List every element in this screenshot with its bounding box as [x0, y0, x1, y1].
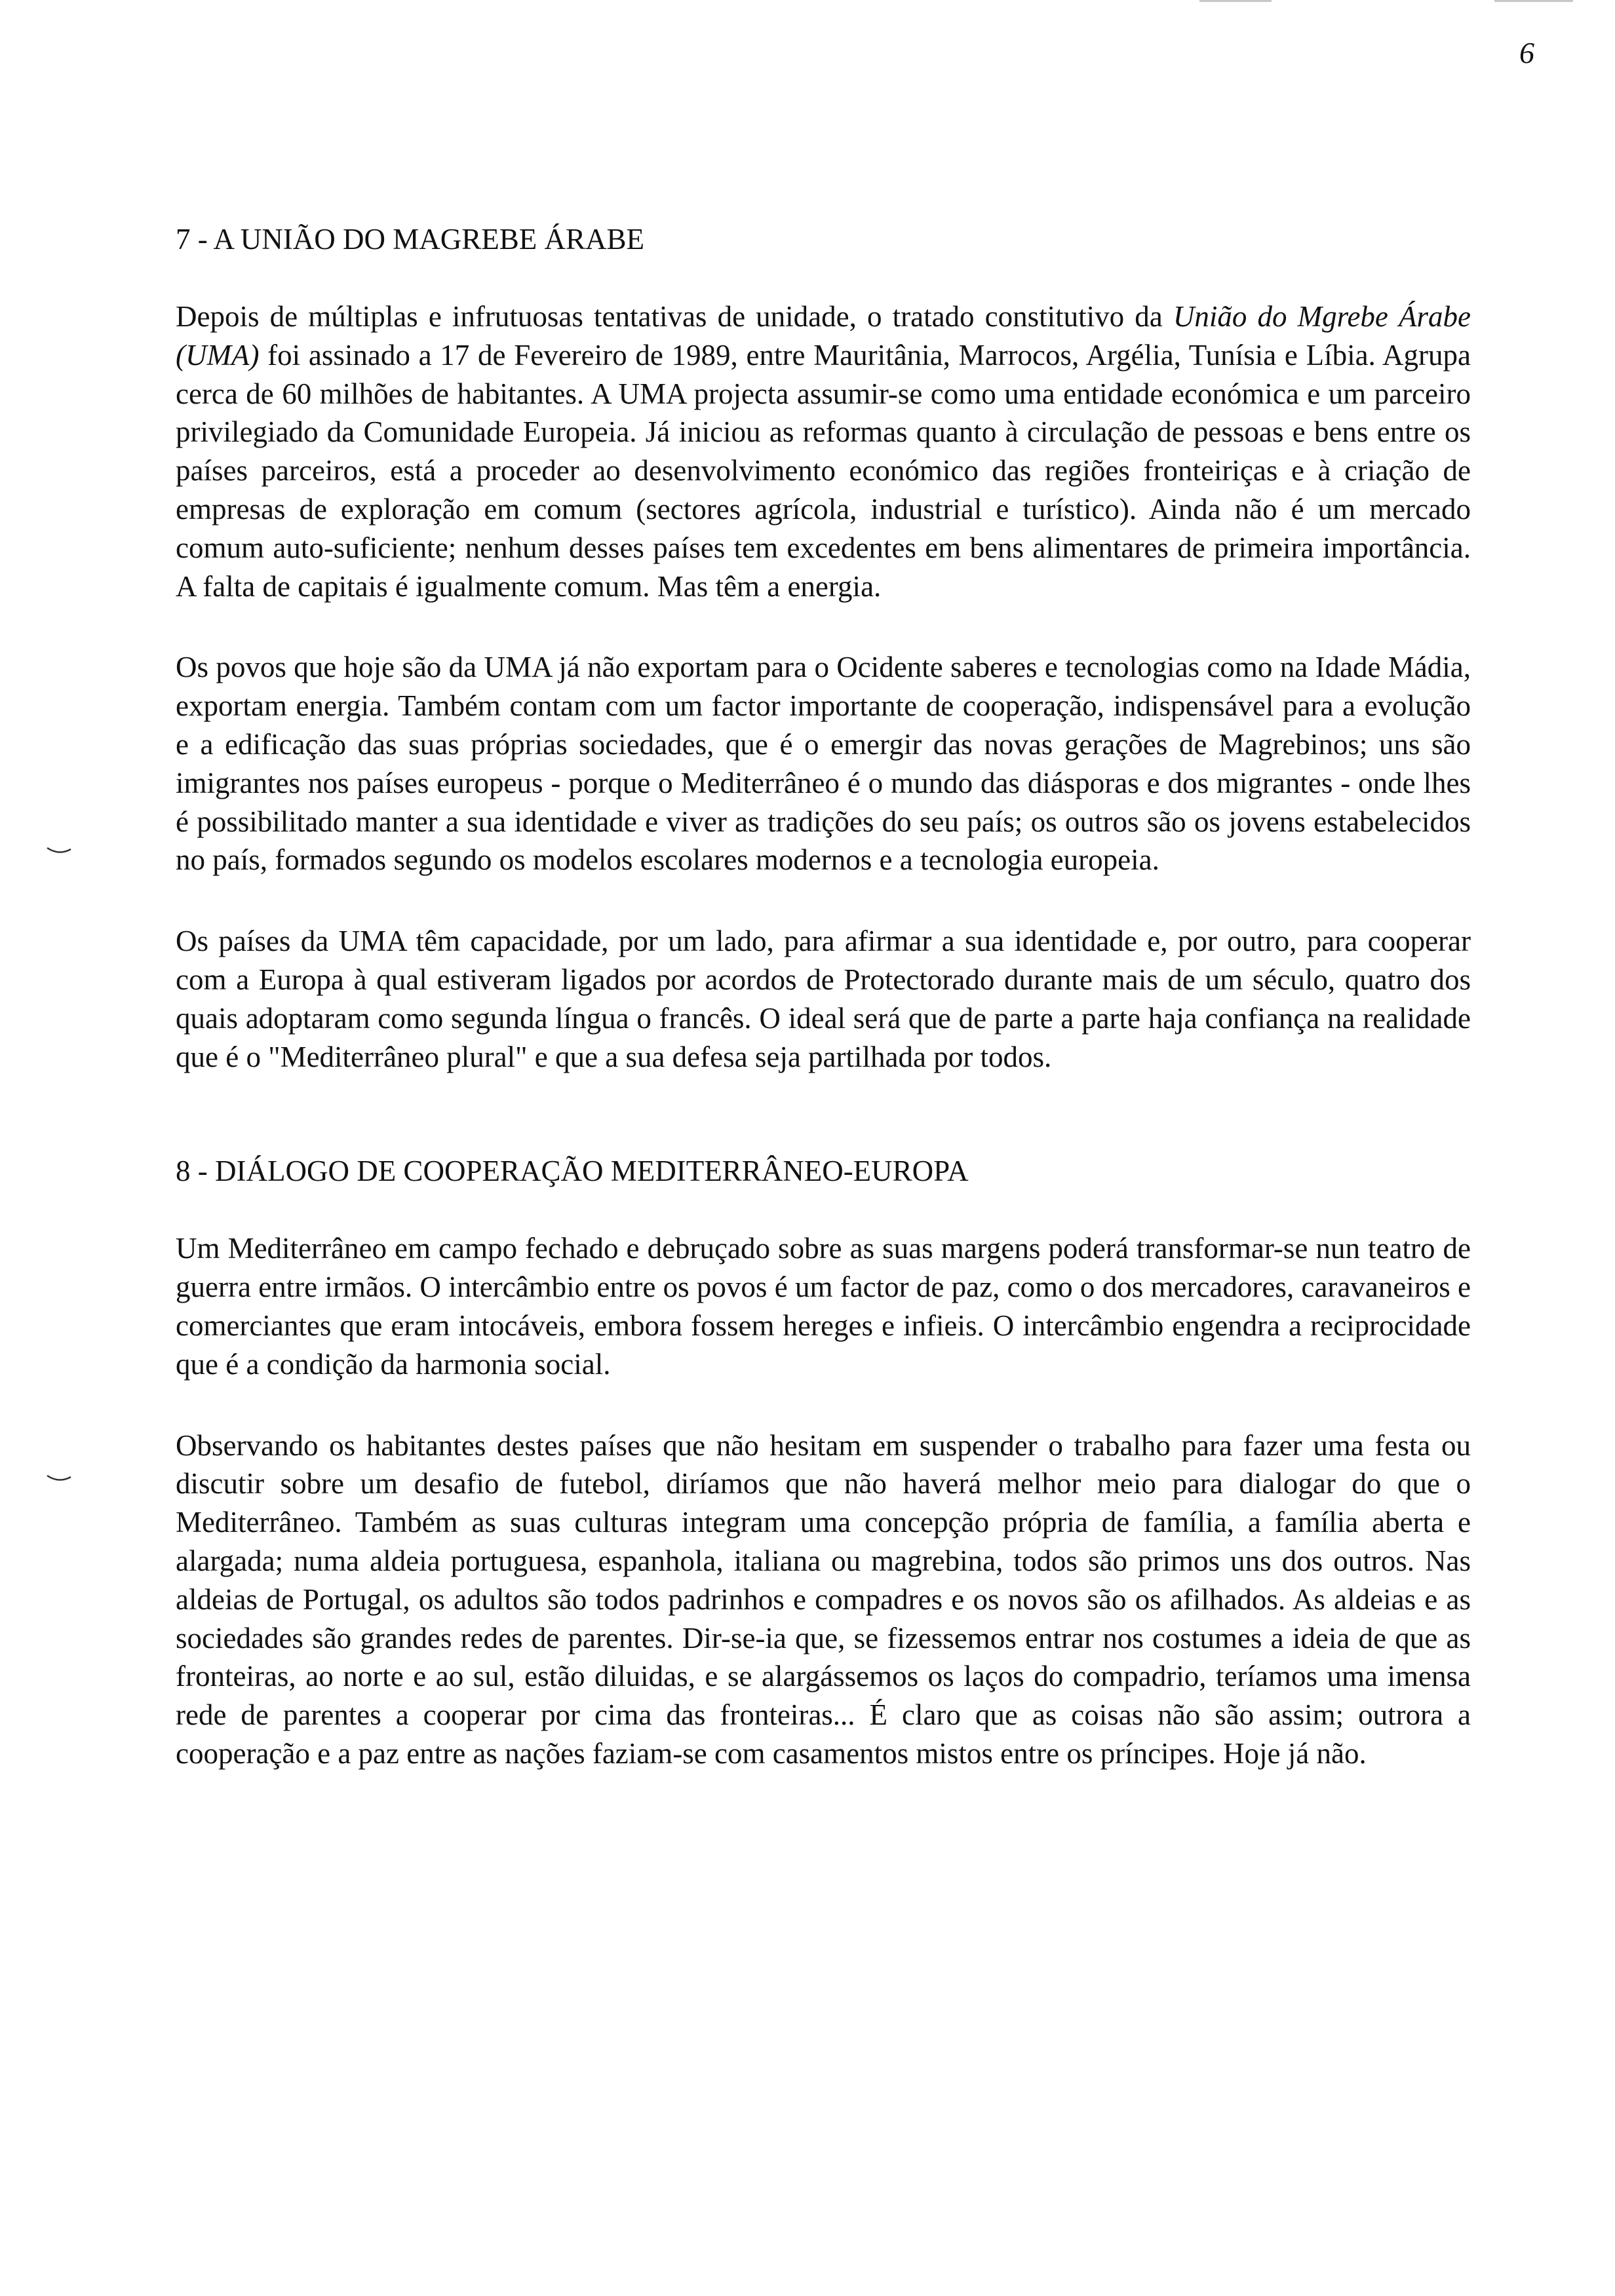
page-number: 6 — [1519, 36, 1534, 69]
treaty-name-italic: União do Mgrebe Árabe (UMA) — [176, 300, 1471, 372]
paragraph — [176, 297, 1471, 605]
scan-artifact-line — [1494, 0, 1573, 2]
paragraph: Observando os habitantes destes países que não hesitam em suspender o trabalho para fazer uma festa ou discutir sobre um desafio de futebol, diríamos que não haverá melhor meio para dialogar do que o Mediterrâneo. Também as suas culturas integram uma concepção própria de família, a família aberta e alargada; numa aldeia portuguesa, espanhola, italiana ou magrebina, todos são primos uns dos outros. Nas aldeias de Portugal, os adultos são todos padrinhos e compadres e os novos são os afilhados. As aldeias e as sociedades são grandes redes de parentes. Dir-se-ia que, se fizessemos entrar nos costumes a ideia de que as fronteiras, ao norte e ao sul, estão diluidas, e se alargássemos os laços do compadrio, teríamos uma imensa rede de parentes a cooperar por cima das fronteiras... É claro que as coisas não são assim; outrora a cooperação e a paz entre as nações faziam-se com casamentos mistos entre os príncipes. Hoje já não. — [176, 1428, 1471, 1770]
section-heading: 8 - DIÁLOGO DE COOPERAÇÃO MEDITERRÂNEO-EUROPA — [176, 1155, 969, 1188]
margin-binding-mark — [46, 845, 72, 857]
paragraph: Os povos que hoje são da UMA já não exportam para o Ocidente saberes e tecnologias como na Idade Mádia, exportam energia. Também contam com um factor importante de cooperação, indispensável para a evolução e a edificação das suas próprias sociedades, que é o emergir das novas gerações de Magrebinos; uns são imigrantes nos países europeus - porque o Mediterrâneo é o mundo das diásporas e dos migrantes - onde lhes é possibilitado manter a sua identidade e viver as tradições do seu país; os outros são os jovens estabelecidos no país, formados segundo os modelos escolares modernos e a tecnologia europeia. — [176, 651, 1471, 877]
paragraph: Um Mediterrâneo em campo fechado e debruçado sobre as suas margens poderá transformar-se nun teatro de guerra entre irmãos. O intercâmbio entre os povos é um factor de paz, como o dos mercadores, caravaneiros e comerciantes que eram intocáveis, embora fossem hereges e infieis. O intercâmbio engendra a reciprocidade que é a condição da harmonia social. — [176, 1232, 1471, 1381]
paragraph: Os países da UMA têm capacidade, por um lado, para afirmar a sua identidade e, por outro, para cooperar com a Europa à qual estiveram ligados por acordos de Protectorado durante mais de um século, quatro dos quais adoptaram como segunda língua o francês. O ideal será que de parte a parte haja confiança na realidade que é o "Mediterrâneo plural" e que a sua defesa seja partilhada por todos. — [176, 925, 1471, 1073]
document-body — [176, 221, 1471, 1816]
margin-binding-mark — [46, 1473, 72, 1485]
paragraph-text: Depois de múltiplas e infrutuosas tentativas de unidade, o tratado constitutivo da — [176, 300, 1173, 333]
paragraph-text: foi assinado a 17 de Fevereiro de 1989, entre Mauritânia, Marrocos, Argélia, Tunísia e Líbia. Agrupa cerca de 60 milhões de habitantes. A UMA projecta assumir-se como uma entidade económica e um parceiro privilegiado da Comunidade Europeia. Já iniciou as reformas quanto à circulação de pessoas e bens entre os países parceiros, está a proceder ao desenvolvimento económico das regiões fronteiriças e à criação de empresas de exploração em comum (sectores agrícola, industrial e turístico). Ainda não é um mercado comum auto-suficiente; nenhum desses países tem excedentes em bens alimentares de primeira importância. A falta de capitais é igualmente comum. Mas têm a energia. — [176, 338, 1471, 603]
section-heading: 7 - A UNIÃO DO MAGREBE ÁRABE — [176, 223, 645, 256]
scan-artifact-line — [1199, 0, 1272, 2]
